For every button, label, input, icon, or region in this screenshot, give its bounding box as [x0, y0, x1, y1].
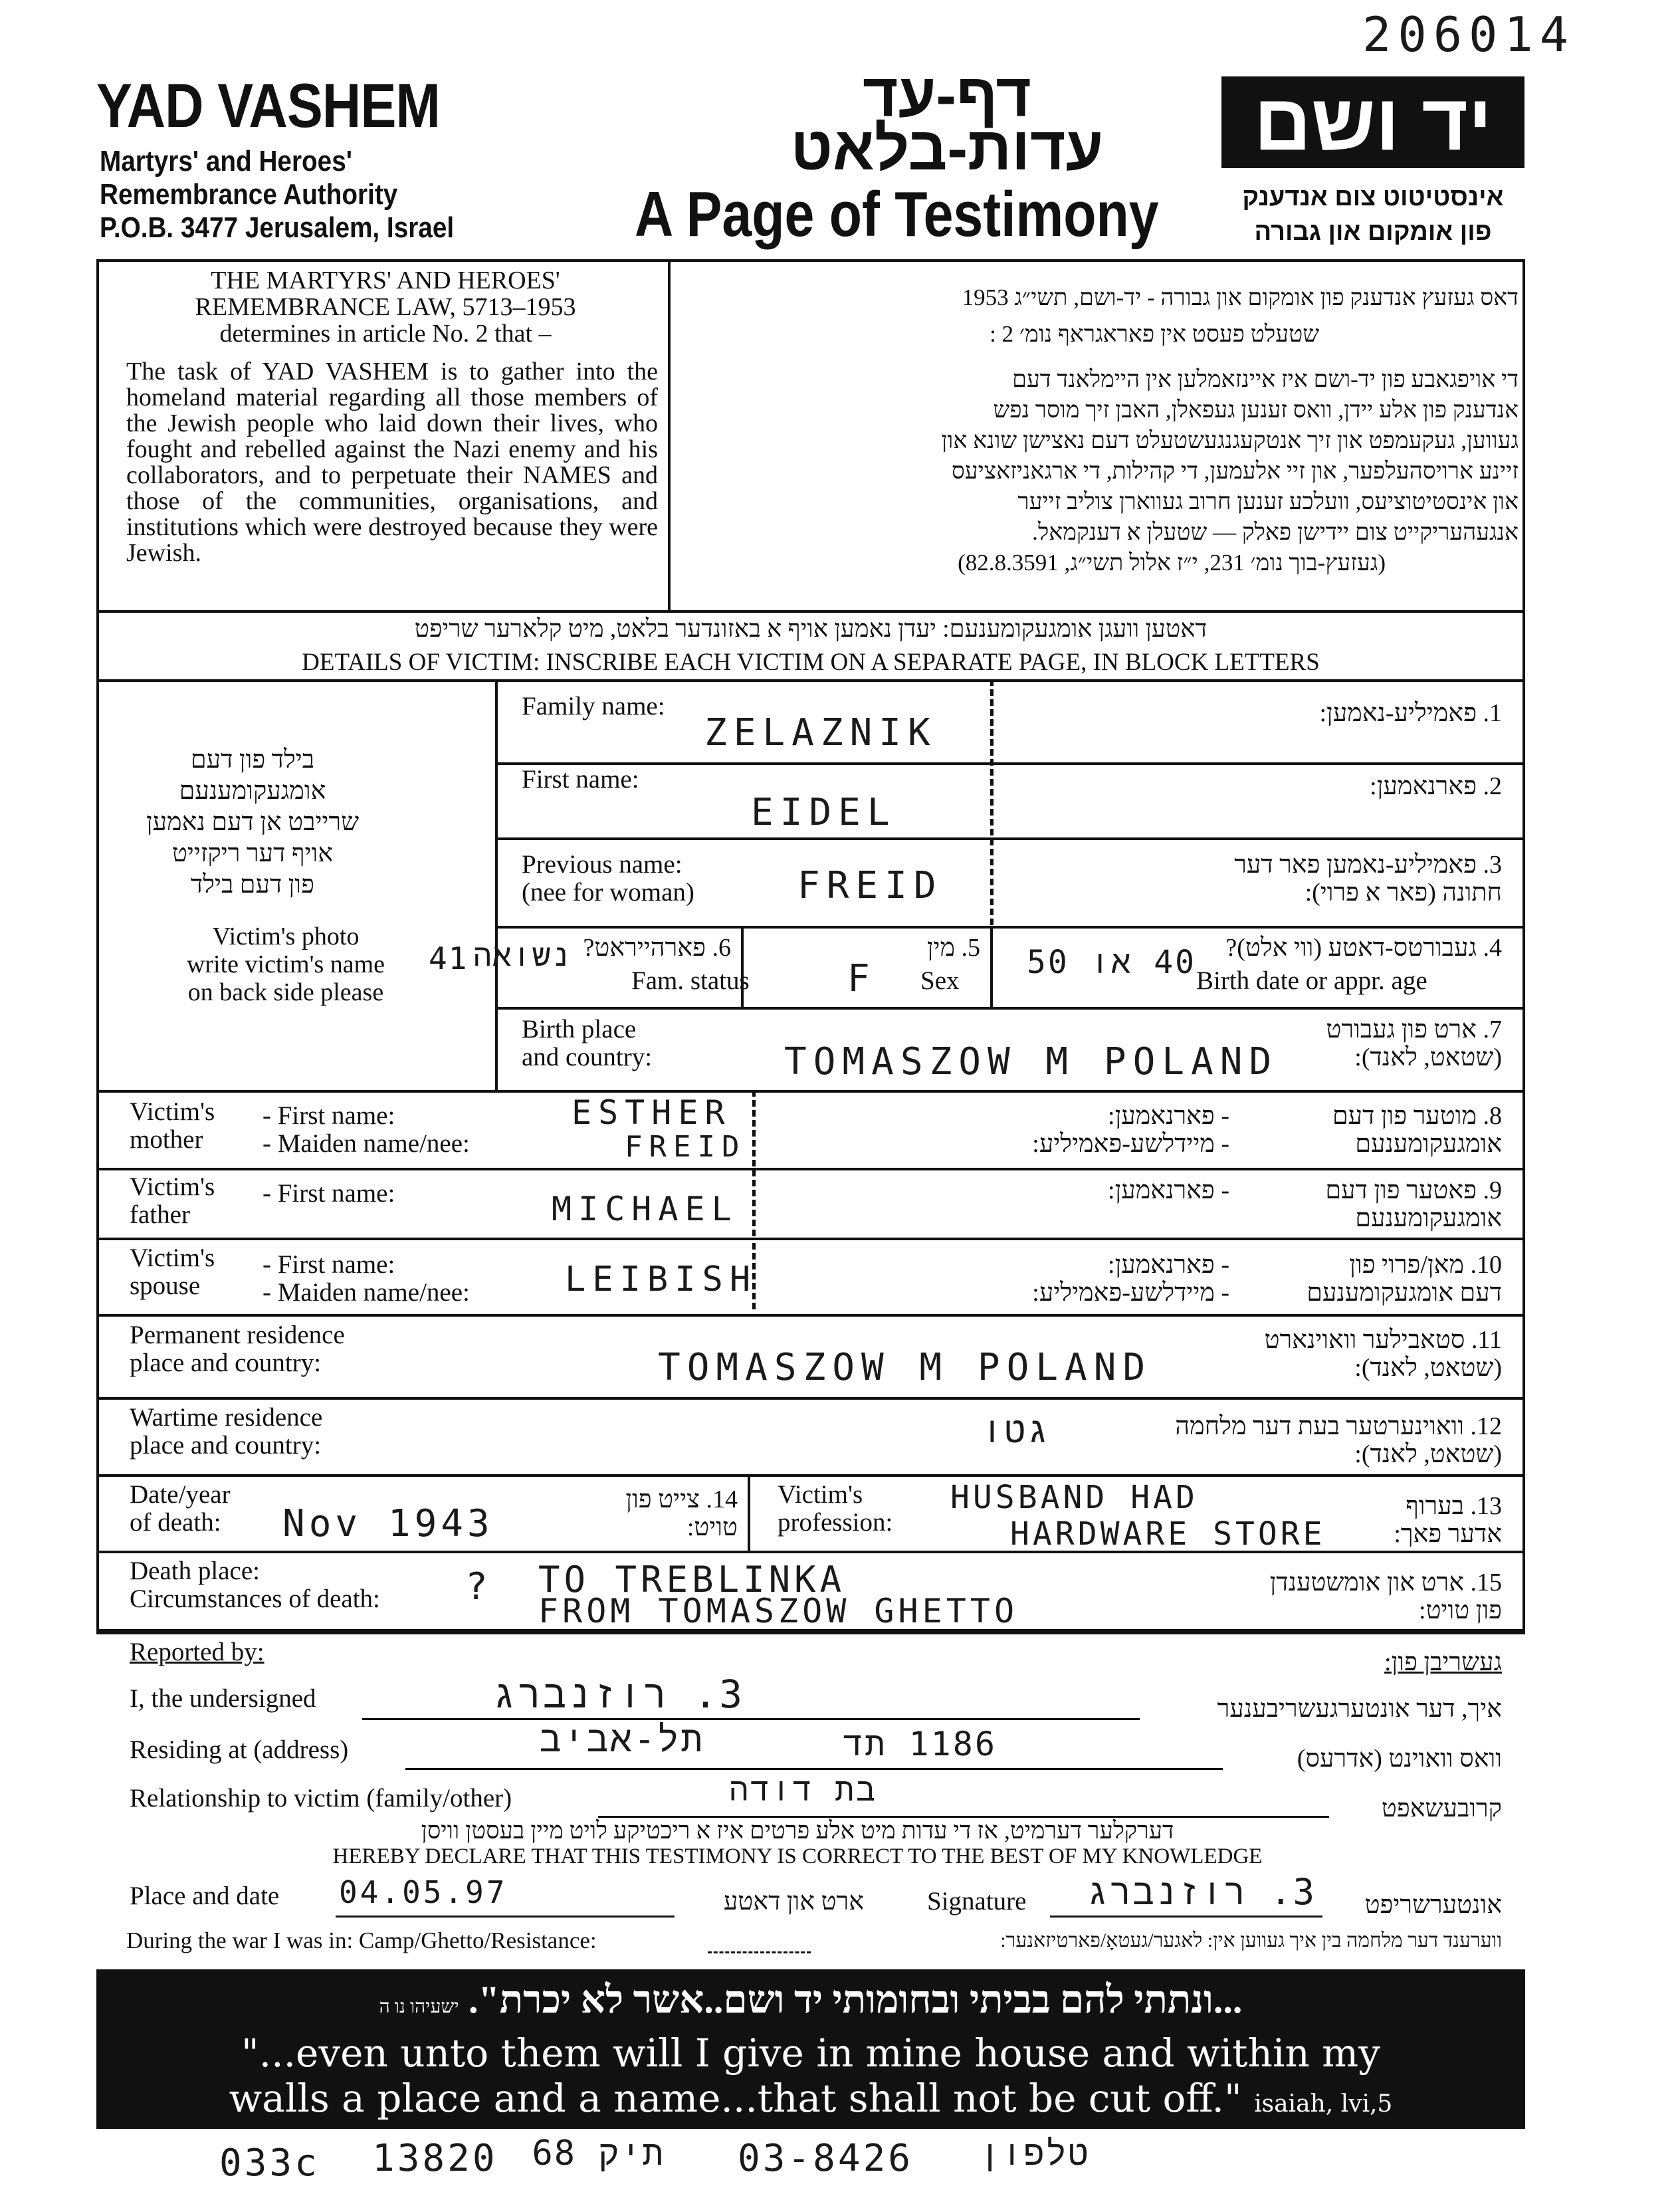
law-yiddish-line-1: דאס געזעץ אנדענק פון אומקום און גבורה - יד-ושם, תשי״ג 1953	[962, 284, 1519, 310]
mother-maiden-label: - Maiden name/nee:	[262, 1129, 470, 1158]
spouse-label-1: Victim's	[130, 1244, 215, 1272]
father-yi-2: אומגעקומענעם	[1355, 1204, 1502, 1232]
first-name-label-yiddish: 2. פארנאמען:	[1370, 772, 1502, 800]
previous-name-label-2: (nee for woman)	[522, 878, 694, 907]
birth-place-label	[522, 1016, 652, 1071]
profession-value-2[interactable]: HARDWARE STORE	[1010, 1515, 1326, 1553]
sex-label: Sex	[920, 966, 960, 995]
father-yi-1: 9. פאטער פון דעם	[1325, 1176, 1502, 1204]
previous-name-yi-1: 3. פאמיליע-נאמען פאר דער	[1234, 851, 1502, 879]
law-yiddish-line-3: די אויפגאבע פון יד-ושם איז איינזאמלען אין היימלאנד דעם	[1012, 366, 1519, 392]
birth-place-yi-1: 7. ארט פון געבורט	[1326, 1016, 1502, 1043]
spouse-yi-1: 10. מאן/פרוי פון	[1349, 1251, 1502, 1279]
birth-place-label-yiddish	[1263, 1016, 1502, 1071]
org-address: P.O.B. 3477 Jerusalem, Israel	[100, 211, 455, 244]
photo-en-1: Victim's photo	[212, 923, 360, 950]
previous-name-yi-2: חתונה (פאר א פרוי):	[1305, 879, 1502, 907]
profession-value-1[interactable]: HUSBAND HAD	[950, 1479, 1198, 1516]
signature-value[interactable]: 3. רוזנברג	[1087, 1871, 1316, 1913]
spouse-maiden-label-yiddish: - מיידלשע-פאמיליע:	[1032, 1279, 1229, 1307]
mother-first-label: - First name:	[262, 1101, 395, 1130]
logo-subtitle-2: פון אומקום און גבורה	[1254, 218, 1492, 246]
scripture-banner	[96, 1969, 1525, 2129]
law-yiddish-line-8: אנגעהעריקייט צום יידישן פאלק — שטעלן א דענקמאל.	[1032, 519, 1519, 545]
page-title: A Page of Testimony	[635, 179, 1159, 250]
war-res-yi-2: (שטאט, לאנד):	[1354, 1440, 1502, 1468]
profession-label-yiddish	[1362, 1492, 1502, 1548]
birth-place-value[interactable]: TOMASZOW M POLAND	[784, 1040, 1279, 1083]
death-date-label	[130, 1481, 231, 1537]
relationship-label: Relationship to victim (family/other)	[130, 1784, 512, 1812]
mother-label-1: Victim's	[130, 1097, 215, 1126]
death-date-yi-2: טויט:	[686, 1513, 738, 1541]
mother-label	[130, 1098, 215, 1154]
banner-english-text-2: walls a place and a name...that shall not be cut off."	[229, 2076, 1242, 2121]
death-place-yi-1: 15. ארט און אומשטענדן	[1269, 1569, 1502, 1596]
bottom-note-1: 033c	[219, 2141, 320, 2185]
banner-hebrew-reference: ישעיהו נו ה	[379, 1997, 459, 2017]
law-text-english: The task of YAD VASHEM is to gather into the homeland material regarding all those members of the Jewish people who laid down their lives, who fought and rebelled against the Nazi enemy and his collaborators, and to perpetuate their NAMES and those of the communities, organisations, and institutions which were destroyed because they were Jewish.	[126, 358, 658, 567]
law-yiddish-line-5: געווען, געקעמפט און זיך אנטקעגנגעשטעלט דעם נאצישן שונא און	[941, 427, 1519, 453]
war-res-yi-1: 12. וואוינערטער בעת דער מלחמה	[1175, 1412, 1502, 1440]
death-date-label-2: of death:	[130, 1508, 221, 1537]
perm-residence-value[interactable]: TOMASZOW M POLAND	[658, 1346, 1152, 1389]
perm-res-yi-1: 11. סטאבילער וואוינארט	[1264, 1326, 1502, 1354]
war-res-label-2: place and country:	[130, 1431, 322, 1460]
death-place-mark: ?	[465, 1565, 489, 1608]
war-residence-value[interactable]: גטו	[981, 1409, 1050, 1451]
perm-residence-label	[130, 1321, 345, 1377]
war-residence-label-yiddish	[1090, 1412, 1502, 1468]
birth-date-label-yiddish: 4. געבורטס-דאטע (ווי אלט)?	[1225, 934, 1502, 962]
relationship-label-yiddish: קרובעשאפט	[1381, 1795, 1502, 1822]
death-date-yi-1: 14. צייט פון	[625, 1485, 738, 1513]
family-name-label-yiddish: 1. פאמיליע-נאמען:	[1319, 699, 1502, 727]
banner-hebrew-text: ...ונתתי להם בביתי ובחומותי יד ושם..אשר לא יכרת".	[469, 1978, 1243, 2021]
law-yiddish-line-6: זיינע ארויסהעלפער, און זיי אלעמען, די קהילות, די ארגאניזאציעס	[951, 458, 1519, 484]
photo-box-yiddish	[113, 744, 392, 901]
archive-number: 206014	[1362, 7, 1576, 62]
yiddish-title-line-2: עדות-בלאט	[790, 115, 1104, 183]
mother-yi-1: 8. מוטער פון דעם	[1332, 1102, 1502, 1130]
bottom-note-5: טלפון	[979, 2134, 1090, 2173]
details-heading-yiddish: דאטען וועגן אומגעקומענעם: יעדן נאמען אויף א באזונדער בלאט, מיט קלארער שריפט	[414, 615, 1208, 643]
law-heading-2: REMEMBRANCE LAW, 5713–1953	[195, 293, 576, 321]
address-label-yiddish: וואס וואוינט (אדרעס)	[1297, 1745, 1502, 1773]
death-date-label-yiddish	[585, 1485, 738, 1541]
death-place-label-1: Death place:	[130, 1557, 260, 1585]
place-date-label: Place and date	[130, 1882, 280, 1910]
previous-name-value[interactable]: FREID	[797, 864, 943, 907]
father-label-1: Victim's	[130, 1172, 215, 1201]
org-line-1: Martyrs' and Heroes'	[100, 145, 352, 177]
mother-label-yiddish	[1249, 1102, 1502, 1158]
war-res-label-1: Wartime residence	[130, 1403, 323, 1432]
address-label: Residing at (address)	[130, 1735, 349, 1764]
yad-vashem-logo: יד ושם	[1221, 76, 1524, 168]
family-name-label: Family name:	[522, 692, 665, 720]
law-heading-3: determines in article No. 2 that –	[219, 320, 552, 348]
father-label-2: father	[130, 1200, 190, 1229]
law-heading-1: THE MARTYRS' AND HEROES'	[211, 267, 560, 294]
mother-label-2: mother	[130, 1125, 203, 1154]
perm-residence-label-yiddish	[1216, 1326, 1502, 1382]
address-value-city[interactable]: תל-אביב	[540, 1718, 704, 1760]
previous-name-label-1: Previous name:	[522, 850, 682, 879]
father-first-value[interactable]: MICHAEL	[552, 1190, 738, 1228]
mother-maiden-value[interactable]: FREID	[625, 1130, 746, 1164]
war-location-label: During the war I was in: Camp/Ghetto/Resistance:	[126, 1927, 597, 1953]
photo-yi-2: אומגעקומענעם	[179, 777, 326, 805]
previous-name-label	[522, 851, 694, 907]
spouse-yi-2: דעם אומגעקומענעם	[1307, 1279, 1502, 1307]
father-first-label-yiddish: - פארנאמען:	[1108, 1176, 1229, 1204]
mother-first-value[interactable]: ESTHER	[572, 1093, 732, 1132]
fam-status-label-yiddish: 6. פארהייראט?	[583, 934, 731, 962]
law-yiddish-line-9: (געזעץ-בוך נומ׳ 231, י״ז אלול תשי״ג, 82.8.3591)	[958, 550, 1386, 576]
law-yiddish-line-2: שטעלט פעסט אין פאראגראף נומ׳ 2 :	[990, 321, 1319, 347]
sex-label-yiddish: 5. מין	[926, 934, 980, 962]
fam-status-label: Fam. status	[631, 966, 750, 995]
banner-english-line-2	[96, 2076, 1525, 2121]
fam-status-value[interactable]: נשואה	[472, 937, 572, 973]
photo-yi-1: בילד פון דעם	[190, 746, 315, 774]
death-date-value[interactable]: Nov 1943	[282, 1502, 494, 1545]
photo-en-2: write victim's name	[186, 950, 385, 978]
perm-res-label-2: place and country:	[130, 1349, 322, 1377]
undersigned-label-yiddish: איך, דער אונטערגעשריבענער	[1217, 1695, 1502, 1723]
profession-yi-2: אדער פאך:	[1394, 1520, 1502, 1548]
banner-english-reference: isaiah, lvi,5	[1254, 2090, 1393, 2118]
relationship-value[interactable]: בת דודה	[729, 1771, 877, 1809]
sex-value[interactable]: F	[847, 957, 877, 1000]
photo-en-3: on back side please	[187, 978, 384, 1006]
death-place-yi-2: פון טויט:	[1419, 1596, 1502, 1624]
first-name-value[interactable]: EIDEL	[751, 791, 896, 834]
signature-label-yiddish: אונטערשריפט	[1364, 1891, 1502, 1919]
org-name: YAD VASHEM	[96, 70, 440, 140]
war-location-label-yiddish: ווערענד דער מלחמה בין איך געווען אין: לאגער/געטאָ/פארטיזאנער:	[1000, 1929, 1502, 1951]
undersigned-label: I, the undersigned	[130, 1684, 316, 1713]
profession-label	[778, 1481, 892, 1537]
mother-maiden-label-yiddish: - מיידלשע-פאמיליע:	[1032, 1130, 1229, 1158]
org-line-2: Remembrance Authority	[100, 178, 398, 211]
birth-date-label: Birth date or appr. age	[1196, 966, 1427, 995]
birth-place-label-2: and country:	[522, 1043, 653, 1071]
spouse-first-label-yiddish: - פארנאמען:	[1108, 1251, 1229, 1279]
birth-place-yi-2: (שטאט, לאנד):	[1354, 1043, 1502, 1071]
banner-english-line-1: "...even unto them will I give in mine house and within my	[241, 2031, 1380, 2076]
perm-res-label-1: Permanent residence	[130, 1321, 345, 1349]
details-heading-english: DETAILS OF VICTIM: INSCRIBE EACH VICTIM ON A SEPARATE PAGE, IN BLOCK LETTERS	[302, 649, 1320, 676]
signature-label: Signature	[927, 1887, 1027, 1916]
photo-box-english	[113, 923, 459, 1006]
address-value-box[interactable]: 1186 תד	[843, 1725, 997, 1763]
undersigned-value[interactable]: 3. רוזנברג	[492, 1672, 744, 1717]
reported-by-label: Reported by:	[130, 1638, 264, 1666]
father-label	[130, 1173, 215, 1229]
bottom-note-4: 03-8426	[738, 2137, 914, 2180]
death-place-label	[130, 1557, 380, 1613]
father-label-yiddish	[1249, 1176, 1502, 1232]
death-place-label-yiddish	[1196, 1569, 1502, 1624]
spouse-label	[130, 1244, 215, 1300]
law-yiddish-line-7: און אינסטיטוציעס, וועלכע זענען חרוב געווארן צוליב זייער	[1017, 489, 1519, 514]
spouse-label-yiddish	[1249, 1251, 1502, 1307]
family-name-value[interactable]: ZELAZNIK	[704, 711, 937, 754]
profession-label-1: Victim's	[778, 1480, 863, 1509]
fam-status-mark: 41	[429, 940, 469, 976]
war-residence-label	[130, 1404, 322, 1460]
mother-yi-2: אומגעקומענעם	[1355, 1130, 1502, 1158]
place-date-value[interactable]: 04.05.97	[339, 1874, 508, 1910]
birth-place-label-1: Birth place	[522, 1015, 637, 1043]
banner-hebrew-quote	[96, 1977, 1525, 2022]
reported-by-label-yiddish: געשריבן פון:	[1384, 1648, 1502, 1676]
spouse-first-label: - First name:	[262, 1250, 395, 1279]
mother-first-label-yiddish: - פארנאמען:	[1108, 1102, 1229, 1130]
photo-yi-3: שרייבט אן דעם נאמען	[146, 808, 360, 836]
declaration-yiddish: דערקלער דערמיט, אז די עדות מיט אלע פרטים איז א ריכטיקע לויט מיין בעסטן וויסן	[421, 1817, 1174, 1844]
death-place-label-2: Circumstances of death:	[130, 1585, 380, 1613]
logo-subtitle-1: אינסטיטוט צום אנדענק	[1242, 183, 1504, 211]
bottom-note-3: תיק 68	[532, 2134, 665, 2173]
yiddish-title-line-1: דף-עד	[863, 62, 1031, 130]
previous-name-label-yiddish	[1063, 851, 1502, 907]
profession-label-2: profession:	[778, 1508, 893, 1537]
profession-yi-1: 13. בערוף	[1406, 1492, 1502, 1520]
declaration-english: HEREBY DECLARE THAT THIS TESTIMONY IS CORRECT TO THE BEST OF MY KNOWLEDGE	[332, 1844, 1263, 1868]
death-place-value-1[interactable]: TO TREBLINKA	[538, 1559, 846, 1600]
death-place-value-2[interactable]: FROM TOMASZOW GHETTO	[538, 1592, 1019, 1630]
spouse-maiden-label: - Maiden name/nee:	[262, 1278, 470, 1307]
place-date-label-yiddish: ארט און דאטע	[723, 1888, 864, 1916]
law-yiddish-line-4: אנדענק פון אלע יידן, וואס זענען געפאלן, האבן זיך מוסר נפש	[993, 397, 1519, 423]
spouse-first-value[interactable]: LEIBISH	[565, 1260, 758, 1299]
perm-res-yi-2: (שטאט, לאנד):	[1354, 1354, 1502, 1382]
photo-yi-5: פון דעם בילד	[190, 871, 315, 899]
photo-yi-4: אויף דער ריקזייט	[171, 839, 334, 867]
death-date-label-1: Date/year	[130, 1480, 231, 1509]
birth-date-value[interactable]: 40 או 50	[1027, 944, 1196, 981]
spouse-label-2: spouse	[130, 1271, 201, 1300]
first-name-label: First name:	[522, 765, 639, 794]
bottom-note-2: 13820	[372, 2137, 498, 2180]
father-first-label: - First name:	[262, 1179, 395, 1208]
